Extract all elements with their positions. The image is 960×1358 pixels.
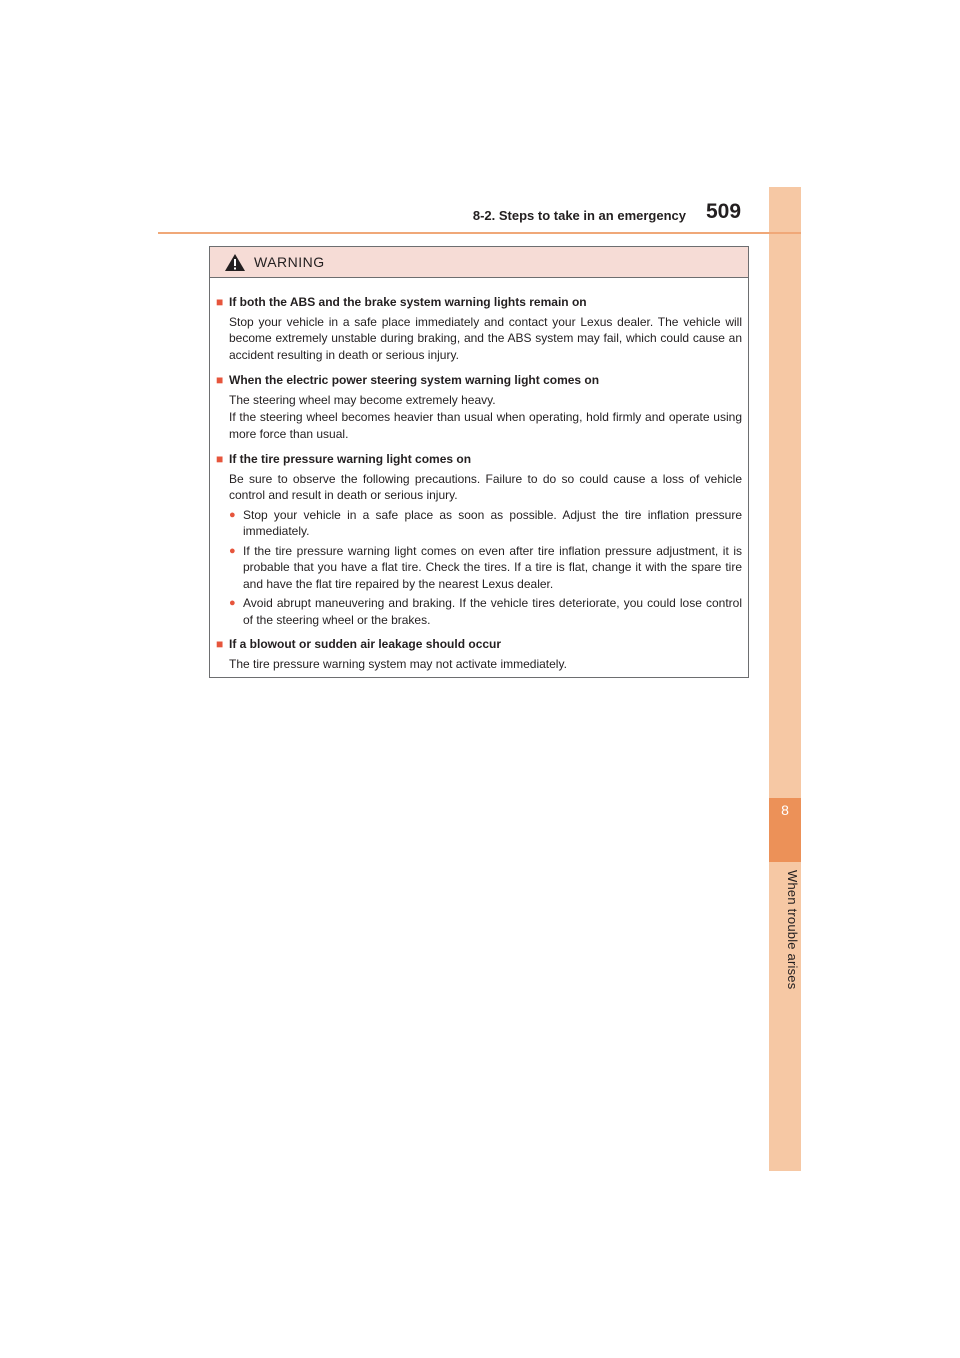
paragraph: The steering wheel may become extremely heavy. <box>229 392 496 407</box>
warning-header <box>210 247 748 278</box>
list-item: ● If the tire pressure warning light comes on even after tire inflation pressure adjustment, it is probable that you have a flat tire. Check the tires. If a tire is flat, change it with the spare tire and have the flat tire repaired by the nearest Lexus dealer. <box>229 543 742 591</box>
section-heading: ■ If the tire pressure warning light comes on <box>216 452 472 466</box>
section-heading: ■ If both the ABS and the brake system warning lights remain on <box>216 295 587 309</box>
paragraph: The tire pressure warning system may not activate immediately. <box>229 656 567 671</box>
header-rule <box>158 232 801 234</box>
square-bullet-icon: ■ <box>216 637 224 651</box>
side-strip <box>769 187 801 1171</box>
dot-bullet-icon: ● <box>229 597 236 609</box>
paragraph: If the steering wheel becomes heavier than usual when operating, hold firmly and operate using more force than usual. <box>229 410 742 441</box>
paragraph: Be sure to observe the following precautions. Failure to do so could cause a loss of vehicle control and result in death or serious injury. <box>229 471 742 502</box>
section-heading: ■ When the electric power steering system warning light comes on <box>216 373 600 387</box>
square-bullet-icon: ■ <box>216 452 224 466</box>
warning-title: WARNING <box>254 254 325 270</box>
section-title: 8-2. Steps to take in an emergency <box>472 208 686 223</box>
warning-section <box>216 294 742 363</box>
section-heading: ■ If a blowout or sudden air leakage should occur <box>216 637 502 651</box>
chapter-label: When trouble arises <box>785 870 800 990</box>
chapter-tab[interactable] <box>769 798 801 862</box>
warning-section <box>216 451 742 628</box>
warning-box <box>209 246 749 678</box>
warning-section <box>216 372 742 442</box>
square-bullet-icon: ■ <box>216 295 224 309</box>
warning-body <box>210 278 748 672</box>
square-bullet-icon: ■ <box>216 373 224 387</box>
paragraph: Stop your vehicle in a safe place immediately and contact your Lexus dealer. The vehicle will become extremely unstable during braking, and the ABS system may fail, which could cause an accident resulting in death or serious injury. <box>229 314 742 362</box>
dot-bullet-icon: ● <box>229 544 236 557</box>
chapter-number: 8 <box>781 802 789 818</box>
list-item: ● Avoid abrupt maneuvering and braking. If the vehicle tires deteriorate, you could lose control of the steering wheel or the brakes. <box>229 596 742 627</box>
page-number: 509 <box>706 200 742 223</box>
warning-section <box>216 636 742 672</box>
dot-bullet-icon: ● <box>229 508 236 521</box>
list-item: ● Stop your vehicle in a safe place as soon as possible. Adjust the tire inflation pressure immediately. <box>229 507 742 538</box>
warning-triangle-icon <box>224 253 246 272</box>
